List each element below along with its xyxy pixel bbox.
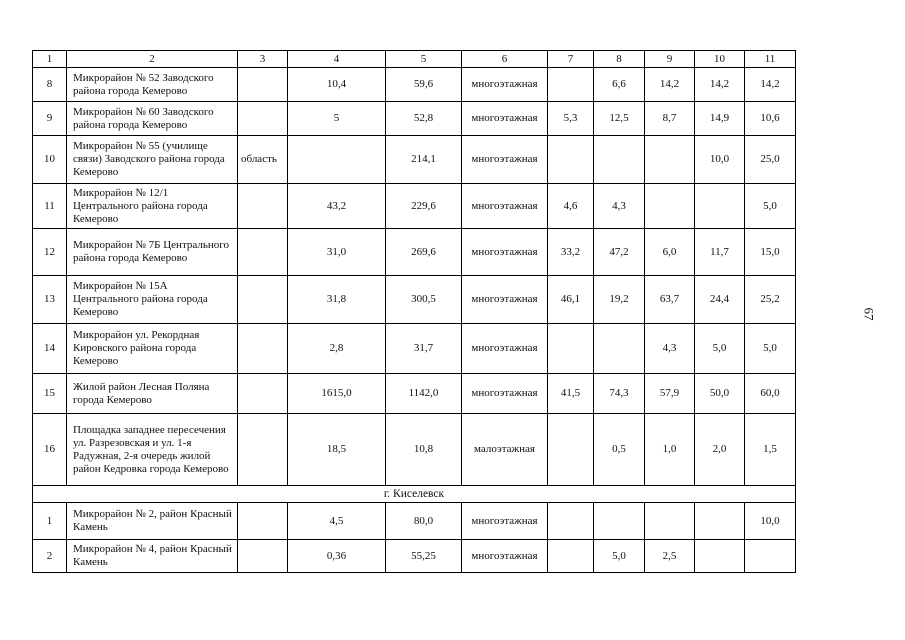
table-row bbox=[33, 102, 796, 136]
cell-col9 bbox=[645, 136, 695, 184]
cell-col3: область bbox=[238, 136, 288, 184]
object-name: Микрорайон № 55 (училище связи) Заводского района города Кемерово bbox=[67, 136, 238, 184]
cell-col7 bbox=[548, 324, 594, 374]
table-row bbox=[33, 414, 796, 486]
cell-col9 bbox=[645, 503, 695, 540]
object-name: Микрорайон ул. Рекордная Кировского района города Кемерово bbox=[67, 324, 238, 374]
header-cell: 6 bbox=[462, 51, 548, 68]
cell-col10: 14,2 bbox=[695, 68, 745, 102]
table-row bbox=[33, 503, 796, 540]
header-cell: 4 bbox=[288, 51, 386, 68]
cell-col10: 2,0 bbox=[695, 414, 745, 486]
cell-col11: 10,0 bbox=[745, 503, 796, 540]
cell-col11: 60,0 bbox=[745, 374, 796, 414]
table-row bbox=[33, 229, 796, 276]
cell-col9 bbox=[645, 184, 695, 229]
table-row bbox=[33, 374, 796, 414]
table-row bbox=[33, 540, 796, 573]
cell-col9: 4,3 bbox=[645, 324, 695, 374]
page-number: 67 bbox=[861, 307, 877, 321]
row-number: 1 bbox=[33, 503, 67, 540]
data-table bbox=[32, 50, 796, 573]
cell-col6: многоэтажная bbox=[462, 102, 548, 136]
cell-col7: 4,6 bbox=[548, 184, 594, 229]
object-name: Жилой район Лесная Поляна города Кемерово bbox=[67, 374, 238, 414]
cell-col9: 14,2 bbox=[645, 68, 695, 102]
cell-col4: 2,8 bbox=[288, 324, 386, 374]
cell-col3 bbox=[238, 503, 288, 540]
section-row bbox=[33, 486, 796, 503]
row-number: 10 bbox=[33, 136, 67, 184]
object-name: Микрорайон № 2, район Красный Камень bbox=[67, 503, 238, 540]
cell-col4: 18,5 bbox=[288, 414, 386, 486]
cell-col4: 0,36 bbox=[288, 540, 386, 573]
cell-col5: 269,6 bbox=[386, 229, 462, 276]
cell-col11: 5,0 bbox=[745, 184, 796, 229]
object-name: Микрорайон № 7Б Центрального района города Кемерово bbox=[67, 229, 238, 276]
cell-col3 bbox=[238, 68, 288, 102]
cell-col3 bbox=[238, 374, 288, 414]
cell-col3 bbox=[238, 276, 288, 324]
cell-col4: 31,8 bbox=[288, 276, 386, 324]
cell-col8 bbox=[594, 503, 645, 540]
cell-col5: 31,7 bbox=[386, 324, 462, 374]
cell-col6: малоэтажная bbox=[462, 414, 548, 486]
row-number: 8 bbox=[33, 68, 67, 102]
cell-col7 bbox=[548, 136, 594, 184]
cell-col4: 43,2 bbox=[288, 184, 386, 229]
cell-col10: 10,0 bbox=[695, 136, 745, 184]
row-number: 12 bbox=[33, 229, 67, 276]
cell-col10 bbox=[695, 184, 745, 229]
cell-col8: 4,3 bbox=[594, 184, 645, 229]
header-cell: 3 bbox=[238, 51, 288, 68]
header-cell: 2 bbox=[67, 51, 238, 68]
cell-col11: 14,2 bbox=[745, 68, 796, 102]
cell-col6: многоэтажная bbox=[462, 184, 548, 229]
cell-col5: 300,5 bbox=[386, 276, 462, 324]
cell-col10: 50,0 bbox=[695, 374, 745, 414]
table-row bbox=[33, 276, 796, 324]
object-name: Микрорайон № 60 Заводского района города Кемерово bbox=[67, 102, 238, 136]
cell-col11: 5,0 bbox=[745, 324, 796, 374]
header-cell: 11 bbox=[745, 51, 796, 68]
cell-col6: многоэтажная bbox=[462, 503, 548, 540]
row-number: 9 bbox=[33, 102, 67, 136]
cell-col11 bbox=[745, 540, 796, 573]
cell-col7 bbox=[548, 414, 594, 486]
row-number: 14 bbox=[33, 324, 67, 374]
cell-col8: 5,0 bbox=[594, 540, 645, 573]
header-row bbox=[33, 51, 796, 68]
cell-col7 bbox=[548, 68, 594, 102]
object-name: Микрорайон № 15А Центрального района города Кемерово bbox=[67, 276, 238, 324]
cell-col6: многоэтажная bbox=[462, 276, 548, 324]
cell-col10: 24,4 bbox=[695, 276, 745, 324]
cell-col9: 63,7 bbox=[645, 276, 695, 324]
cell-col9: 1,0 bbox=[645, 414, 695, 486]
cell-col3 bbox=[238, 324, 288, 374]
row-number: 13 bbox=[33, 276, 67, 324]
table-row bbox=[33, 324, 796, 374]
cell-col7 bbox=[548, 503, 594, 540]
cell-col6: многоэтажная bbox=[462, 324, 548, 374]
row-number: 15 bbox=[33, 374, 67, 414]
cell-col3 bbox=[238, 414, 288, 486]
cell-col4: 31,0 bbox=[288, 229, 386, 276]
cell-col8: 0,5 bbox=[594, 414, 645, 486]
object-name: Микрорайон № 52 Заводского района города Кемерово bbox=[67, 68, 238, 102]
table-row bbox=[33, 136, 796, 184]
header-cell: 9 bbox=[645, 51, 695, 68]
cell-col5: 59,6 bbox=[386, 68, 462, 102]
cell-col4: 4,5 bbox=[288, 503, 386, 540]
cell-col7 bbox=[548, 540, 594, 573]
cell-col8 bbox=[594, 136, 645, 184]
cell-col6: многоэтажная bbox=[462, 68, 548, 102]
cell-col3 bbox=[238, 229, 288, 276]
cell-col7: 33,2 bbox=[548, 229, 594, 276]
cell-col10: 5,0 bbox=[695, 324, 745, 374]
header-cell: 1 bbox=[33, 51, 67, 68]
cell-col8 bbox=[594, 324, 645, 374]
header-cell: 5 bbox=[386, 51, 462, 68]
cell-col9: 2,5 bbox=[645, 540, 695, 573]
header-cell: 7 bbox=[548, 51, 594, 68]
cell-col10: 11,7 bbox=[695, 229, 745, 276]
cell-col6: многоэтажная bbox=[462, 540, 548, 573]
row-number: 2 bbox=[33, 540, 67, 573]
object-name: Микрорайон № 12/1 Центрального района города Кемерово bbox=[67, 184, 238, 229]
cell-col9: 8,7 bbox=[645, 102, 695, 136]
cell-col9: 57,9 bbox=[645, 374, 695, 414]
cell-col5: 1142,0 bbox=[386, 374, 462, 414]
cell-col9: 6,0 bbox=[645, 229, 695, 276]
cell-col5: 52,8 bbox=[386, 102, 462, 136]
cell-col8: 12,5 bbox=[594, 102, 645, 136]
object-name: Микрорайон № 4, район Красный Камень bbox=[67, 540, 238, 573]
cell-col6: многоэтажная bbox=[462, 229, 548, 276]
cell-col4 bbox=[288, 136, 386, 184]
cell-col7: 46,1 bbox=[548, 276, 594, 324]
cell-col3 bbox=[238, 102, 288, 136]
cell-col10: 14,9 bbox=[695, 102, 745, 136]
header-cell: 8 bbox=[594, 51, 645, 68]
section-title: г. Киселевск bbox=[33, 486, 796, 503]
cell-col8: 6,6 bbox=[594, 68, 645, 102]
cell-col8: 47,2 bbox=[594, 229, 645, 276]
table-row bbox=[33, 184, 796, 229]
cell-col11: 1,5 bbox=[745, 414, 796, 486]
row-number: 16 bbox=[33, 414, 67, 486]
header-cell: 10 bbox=[695, 51, 745, 68]
cell-col11: 25,0 bbox=[745, 136, 796, 184]
cell-col5: 80,0 bbox=[386, 503, 462, 540]
cell-col4: 10,4 bbox=[288, 68, 386, 102]
row-number: 11 bbox=[33, 184, 67, 229]
cell-col10 bbox=[695, 540, 745, 573]
cell-col3 bbox=[238, 540, 288, 573]
cell-col5: 10,8 bbox=[386, 414, 462, 486]
cell-col7: 41,5 bbox=[548, 374, 594, 414]
object-name: Площадка западнее пересечения ул. Разрезовская и ул. 1-я Радужная, 2-я очередь жилой район Кедровка города Кемерово bbox=[67, 414, 238, 486]
cell-col5: 214,1 bbox=[386, 136, 462, 184]
cell-col8: 19,2 bbox=[594, 276, 645, 324]
cell-col4: 5 bbox=[288, 102, 386, 136]
cell-col3 bbox=[238, 184, 288, 229]
cell-col11: 15,0 bbox=[745, 229, 796, 276]
table-row bbox=[33, 68, 796, 102]
cell-col8: 74,3 bbox=[594, 374, 645, 414]
cell-col6: многоэтажная bbox=[462, 374, 548, 414]
cell-col5: 55,25 bbox=[386, 540, 462, 573]
cell-col11: 10,6 bbox=[745, 102, 796, 136]
cell-col6: многоэтажная bbox=[462, 136, 548, 184]
cell-col10 bbox=[695, 503, 745, 540]
cell-col5: 229,6 bbox=[386, 184, 462, 229]
cell-col4: 1615,0 bbox=[288, 374, 386, 414]
cell-col11: 25,2 bbox=[745, 276, 796, 324]
cell-col7: 5,3 bbox=[548, 102, 594, 136]
